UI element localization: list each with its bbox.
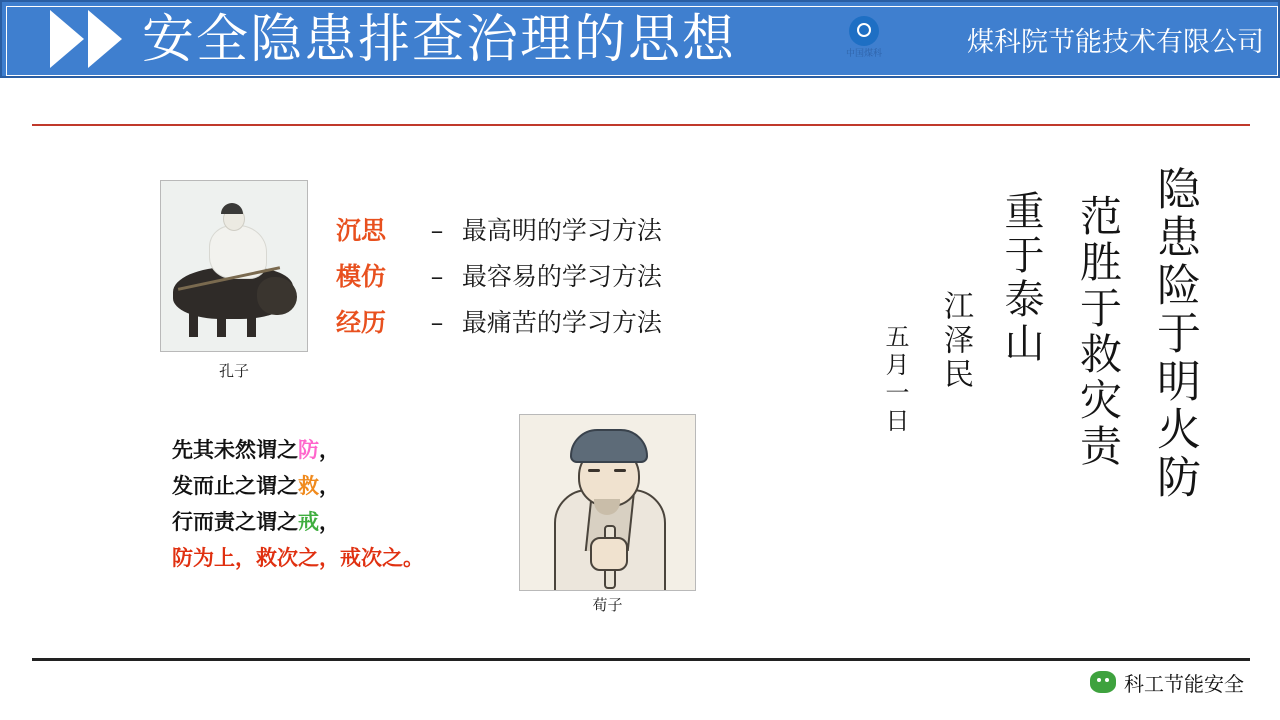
xunzi-image [519,414,696,591]
calligraphy-column-3: 重于泰山 [998,190,1044,366]
quote-line-2-post: ， [319,474,340,498]
wechat-account-tag [1090,662,1244,702]
quote-line-2-highlight: 救 [298,474,319,498]
ox-leg-shape [189,309,198,337]
slide-header [0,0,1280,78]
quote-line-2-pre: 发而止之谓之 [172,474,298,498]
quote-line-3 [172,504,512,540]
quote-line-1-highlight: 防 [298,438,319,462]
list-item-2 [336,254,736,300]
calligraphy-panel [800,160,1200,630]
list-item-3 [336,300,736,346]
hat-shape [570,429,648,463]
calligraphy-date: 五月一日 [881,324,909,436]
chevron-right-icon-2 [88,10,122,68]
quote-line-1 [172,432,512,468]
company-name: 煤科院节能技术有限公司 [967,27,1264,58]
quote-line-1-post: ， [319,438,340,462]
quote-line-3-highlight: 戒 [298,510,319,534]
rider-hair-shape [221,203,243,214]
learning-key: 沉思 [336,216,387,245]
ox-leg-shape-2 [217,309,226,337]
learning-text-3: 最痛苦的学习方法 [461,308,662,337]
kongzi-caption: 孔子 [218,362,249,380]
page-title: 安全隐患排查治理的思想 [142,10,737,70]
top-divider [32,124,1250,126]
logo-text: 中国煤科 [845,48,882,58]
learning-dash-2: – [430,262,444,291]
learning-dash: – [430,216,444,245]
learning-text: 最高明的学习方法 [461,216,662,245]
kongzi-image [160,180,308,352]
calligraphy-column-1: 隐患险于明火防 [1149,166,1200,502]
quote-line-3-pre: 行而责之谓之 [172,510,298,534]
ox-head-shape [257,277,297,315]
wechat-account-name: 科工节能安全 [1124,671,1244,696]
quote-conclusion: 防为上，救次之，戒次之。 [172,546,424,570]
brand-logo [832,12,896,74]
hands-shape [590,537,628,571]
logo-circle-icon [849,16,879,46]
chevron-right-icon [50,10,84,68]
ox-leg-shape-3 [247,309,256,337]
learning-key-2: 模仿 [336,262,387,291]
quote-line-1-pre: 先其未然谓之 [172,438,298,462]
calligraphy-signature: 江泽民 [938,290,973,392]
learning-methods-list [336,208,736,346]
learning-dash-3: – [430,308,444,337]
calligraphy-column-2: 范胜于救灾责 [1074,194,1123,470]
learning-key-3: 经历 [336,308,387,337]
xunzi-caption: 荀子 [592,596,623,614]
quote-line-3-post: ， [319,510,340,534]
list-item [336,208,736,254]
learning-text-2: 最容易的学习方法 [461,262,662,291]
bottom-divider [32,658,1250,661]
eye-shape [588,469,600,472]
eye-shape-2 [614,469,626,472]
quote-line-2 [172,468,512,504]
xunzi-quote [172,432,512,576]
wechat-icon [1090,671,1116,693]
